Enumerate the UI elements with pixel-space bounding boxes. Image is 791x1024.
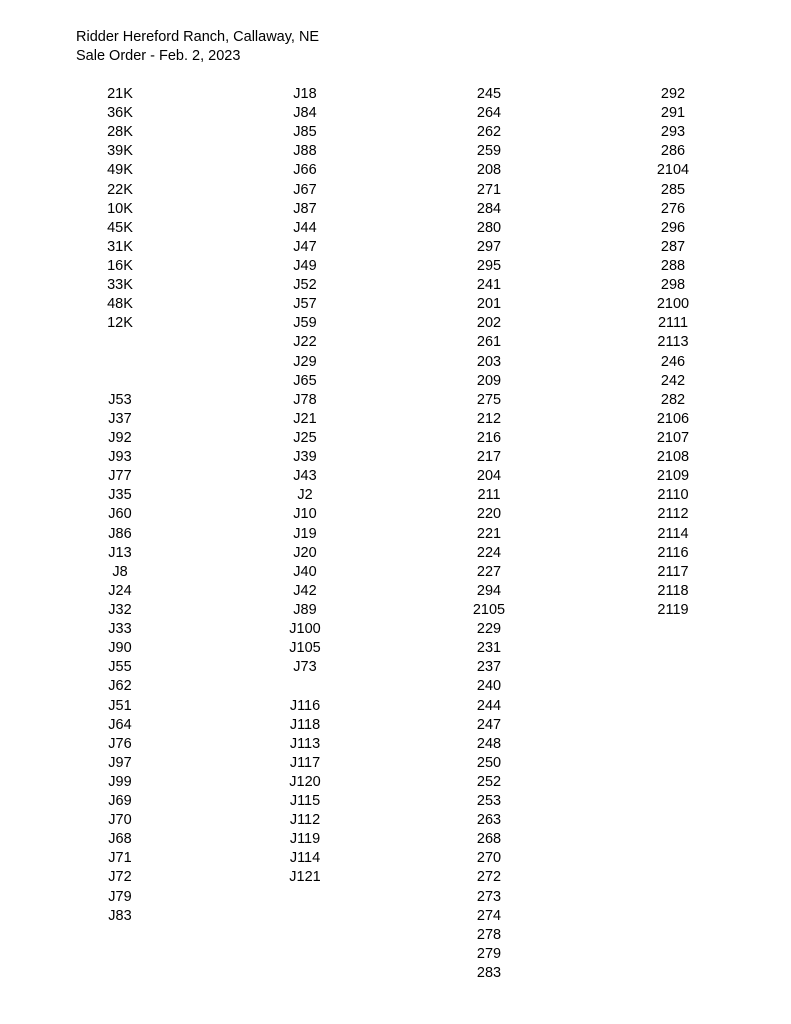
lot-number: 272 — [476, 869, 502, 886]
lot-number: 2119 — [657, 601, 689, 618]
lot-number — [80, 353, 160, 372]
lot-number: 246 — [660, 353, 686, 370]
lot-number: J112 — [289, 812, 321, 829]
sale-order-column-4 — [633, 85, 713, 620]
lot-number: 31K — [107, 238, 133, 255]
lot-number: J90 — [108, 640, 132, 657]
lot-number: 2112 — [657, 506, 689, 523]
lot-number: 2118 — [657, 582, 689, 599]
lot-number: J8 — [112, 563, 128, 580]
lot-number: J62 — [108, 678, 132, 695]
lot-number: 12K — [107, 315, 133, 332]
lot-number: 293 — [660, 124, 686, 141]
sale-order-column-2 — [265, 85, 345, 888]
lot-number: J13 — [108, 544, 132, 561]
lot-number: J121 — [289, 869, 321, 886]
lot-number: 2113 — [657, 334, 689, 351]
lot-number: J52 — [293, 277, 317, 294]
lot-number: 287 — [660, 238, 686, 255]
lot-number: J67 — [293, 181, 317, 198]
lot-number: 297 — [476, 238, 502, 255]
lot-number: J118 — [289, 716, 321, 733]
lot-number: J71 — [108, 850, 132, 867]
lot-number: J100 — [289, 621, 321, 638]
lot-number: J113 — [289, 735, 321, 752]
lot-number: J68 — [108, 831, 132, 848]
document-header — [76, 28, 319, 66]
lot-number: 21K — [107, 86, 133, 102]
lot-number: 201 — [476, 296, 502, 313]
lot-number: 280 — [476, 219, 502, 236]
lot-number: 274 — [476, 907, 502, 924]
lot-number: 49K — [107, 162, 133, 179]
lot-number: 2105 — [472, 601, 506, 618]
lot-number: 261 — [476, 334, 502, 351]
lot-number: J37 — [108, 410, 132, 427]
lot-number: J119 — [289, 831, 321, 848]
lot-number: J47 — [293, 238, 317, 255]
lot-number: J85 — [293, 124, 317, 141]
lot-number: 279 — [476, 945, 502, 962]
lot-number: J92 — [108, 429, 132, 446]
lot-number: J116 — [289, 697, 321, 714]
lot-number: 283 — [476, 965, 502, 982]
lot-number: 248 — [476, 735, 502, 752]
lot-number: 240 — [476, 678, 502, 695]
lot-number: J93 — [108, 449, 132, 466]
sale-order-column-3 — [449, 85, 529, 983]
lot-number: 229 — [476, 621, 502, 638]
lot-number: J22 — [293, 334, 317, 351]
lot-number: 2109 — [656, 468, 690, 485]
lot-number: 209 — [476, 372, 502, 389]
lot-number: J89 — [293, 601, 317, 618]
lot-number: 227 — [476, 563, 502, 580]
lot-number: 286 — [660, 143, 686, 160]
lot-number: 263 — [476, 812, 502, 829]
lot-number: 2116 — [657, 544, 689, 561]
lot-number: 291 — [660, 105, 686, 122]
lot-number: J84 — [293, 105, 317, 122]
lot-number: 298 — [660, 277, 686, 294]
lot-number: J114 — [289, 850, 321, 867]
lot-number: J59 — [293, 315, 317, 332]
lot-number: J39 — [293, 449, 317, 466]
lot-number: 2106 — [656, 410, 690, 427]
ranch-title: Ridder Hereford Ranch, Callaway, NE — [76, 29, 320, 45]
lot-number — [265, 677, 345, 696]
lot-number: 217 — [476, 449, 502, 466]
lot-number: 275 — [476, 391, 502, 408]
lot-number: 288 — [660, 257, 686, 274]
lot-number: 2100 — [656, 296, 690, 313]
lot-number — [80, 372, 160, 391]
lot-number: J105 — [289, 640, 321, 657]
lot-number: 39K — [107, 143, 133, 160]
lot-number: J66 — [293, 162, 317, 179]
lot-number: J57 — [293, 296, 317, 313]
lot-number: 2107 — [656, 429, 690, 446]
lot-number: 33K — [107, 277, 133, 294]
lot-number — [80, 333, 160, 352]
lot-number: J115 — [289, 793, 321, 810]
lot-number: 2111 — [657, 315, 689, 332]
lot-number: J35 — [108, 487, 132, 504]
lot-number: J24 — [108, 582, 132, 599]
lot-number: J33 — [108, 621, 132, 638]
lot-number: J44 — [293, 219, 317, 236]
lot-number: 259 — [476, 143, 502, 160]
lot-number: 2108 — [656, 449, 690, 466]
lot-number: 264 — [476, 105, 502, 122]
lot-number: 237 — [476, 659, 502, 676]
lot-number: 276 — [660, 200, 686, 217]
lot-number: J40 — [293, 563, 317, 580]
lot-number: J86 — [108, 525, 132, 542]
lot-number: J25 — [293, 429, 317, 446]
lot-number: 262 — [476, 124, 502, 141]
lot-number: 253 — [476, 793, 502, 810]
lot-number: 270 — [476, 850, 502, 867]
lot-number: J18 — [293, 86, 317, 102]
lot-number: 220 — [476, 506, 502, 523]
lot-number: 268 — [476, 831, 502, 848]
lot-number: J73 — [293, 659, 317, 676]
lot-number: J88 — [293, 143, 317, 160]
lot-number: 252 — [476, 773, 502, 790]
lot-number: 10K — [107, 200, 133, 217]
lot-number: 282 — [660, 391, 686, 408]
sale-order-column-1 — [80, 85, 160, 926]
lot-number: J51 — [108, 697, 132, 714]
lot-number: 28K — [107, 124, 133, 141]
lot-number: 2104 — [656, 162, 690, 179]
lot-number: J79 — [108, 888, 132, 905]
lot-number: 284 — [476, 200, 502, 217]
lot-number: J97 — [108, 754, 132, 771]
lot-number: J117 — [289, 754, 321, 771]
lot-number: J19 — [293, 525, 317, 542]
lot-number: 36K — [107, 105, 133, 122]
lot-number: J20 — [293, 544, 317, 561]
lot-number: 208 — [476, 162, 502, 179]
lot-number: 202 — [476, 315, 502, 332]
lot-number: J78 — [293, 391, 317, 408]
lot-number: J87 — [293, 200, 317, 217]
lot-number: 2117 — [657, 563, 689, 580]
lot-number: J29 — [293, 353, 317, 370]
lot-number: J69 — [108, 793, 132, 810]
lot-number: 211 — [477, 487, 501, 504]
lot-number: 245 — [476, 86, 502, 102]
lot-number: J72 — [108, 869, 132, 886]
lot-number: J65 — [293, 372, 317, 389]
lot-number: J2 — [297, 487, 313, 504]
lot-number: J99 — [108, 773, 132, 790]
lot-number: J70 — [108, 812, 132, 829]
lot-number: 278 — [476, 926, 502, 943]
lot-number: 204 — [476, 468, 502, 485]
lot-number: J64 — [108, 716, 132, 733]
lot-number: 16K — [107, 257, 133, 274]
lot-number: 203 — [476, 353, 502, 370]
lot-number: 294 — [476, 582, 502, 599]
lot-number: 45K — [107, 219, 133, 236]
lot-number: J43 — [293, 468, 317, 485]
lot-number: J32 — [108, 601, 132, 618]
lot-number: J76 — [108, 735, 132, 752]
lot-number: 22K — [107, 181, 133, 198]
lot-number: 250 — [476, 754, 502, 771]
lot-number: 2114 — [657, 525, 689, 542]
lot-number: 292 — [660, 86, 686, 102]
lot-number: 247 — [476, 716, 502, 733]
lot-number: 231 — [476, 640, 502, 657]
lot-number: 221 — [476, 525, 502, 542]
lot-number: 2110 — [657, 487, 689, 504]
sale-order-date: Sale Order - Feb. 2, 2023 — [76, 48, 241, 64]
lot-number: J42 — [293, 582, 317, 599]
lot-number: J77 — [108, 468, 132, 485]
lot-number: J10 — [293, 506, 317, 523]
lot-number: J60 — [108, 506, 132, 523]
lot-number: 48K — [107, 296, 133, 313]
lot-number: 242 — [660, 372, 686, 389]
lot-number: 296 — [660, 219, 686, 236]
lot-number: 216 — [476, 429, 502, 446]
lot-number: J53 — [108, 391, 132, 408]
lot-number: 271 — [476, 181, 502, 198]
lot-number: J120 — [289, 773, 321, 790]
lot-number: 212 — [476, 410, 502, 427]
lot-number: J49 — [293, 257, 317, 274]
lot-number: J83 — [108, 907, 132, 924]
lot-number: 224 — [476, 544, 502, 561]
lot-number: 273 — [476, 888, 502, 905]
lot-number: 285 — [660, 181, 686, 198]
lot-number: 244 — [476, 697, 502, 714]
lot-number: J55 — [108, 659, 132, 676]
lot-number: 241 — [476, 277, 502, 294]
lot-number: 295 — [476, 257, 502, 274]
lot-number: J21 — [293, 410, 317, 427]
